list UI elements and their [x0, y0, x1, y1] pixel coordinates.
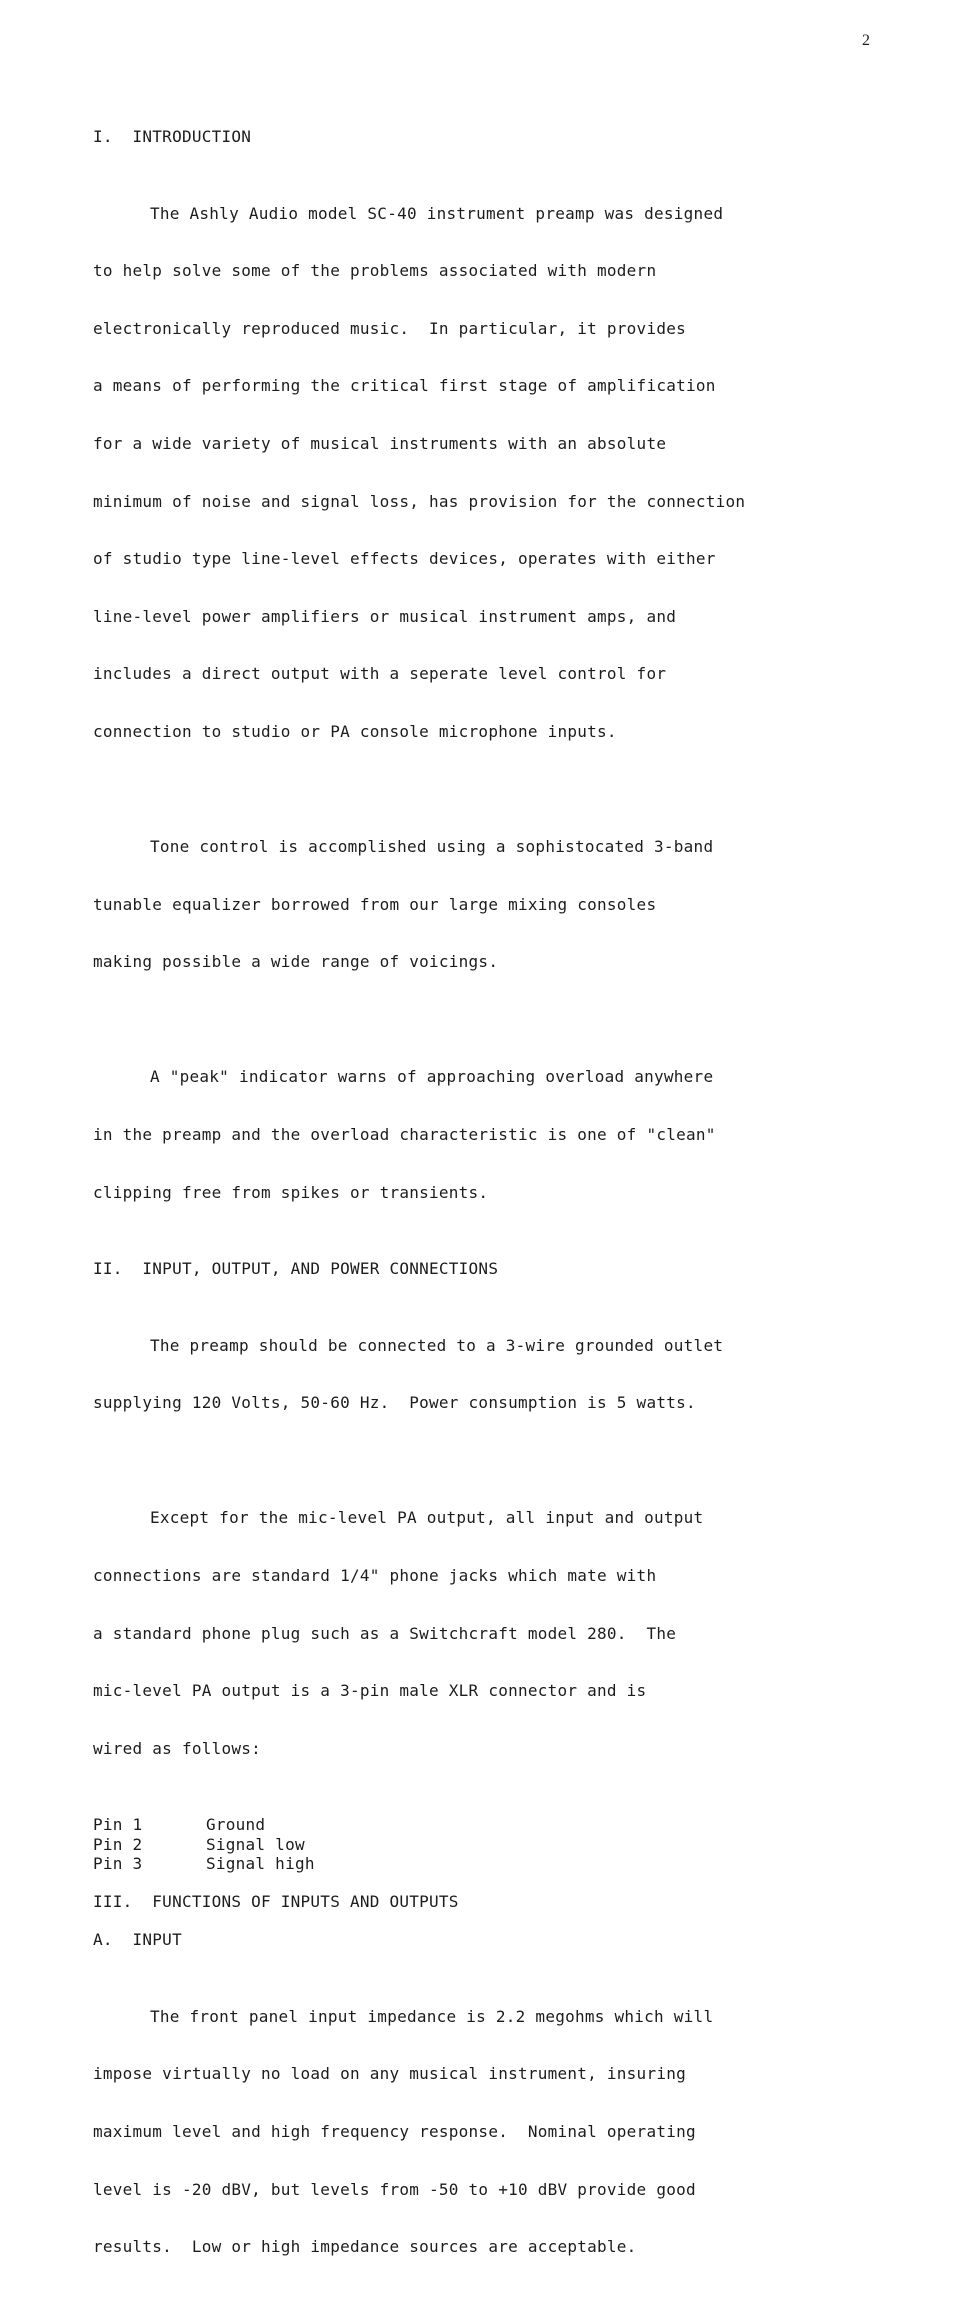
section-heading-connections: II. INPUT, OUTPUT, AND POWER CONNECTIONS: [93, 1259, 499, 1279]
text-line: connections are standard 1/4" phone jacks which mate with: [93, 1566, 657, 1586]
text-line: a means of performing the critical first stage of amplification: [93, 376, 716, 396]
text-line: to help solve some of the problems associated with modern: [93, 261, 657, 281]
text-line: electronically reproduced music. In particular, it provides: [93, 318, 686, 338]
subsection-heading-input: A. INPUT: [93, 1930, 182, 1950]
page-number: 2: [862, 32, 870, 49]
text-line: a standard phone plug such as a Switchcraft model 280. The: [93, 1623, 677, 1643]
text-line: impose virtually no load on any musical instrument, insuring: [93, 2064, 686, 2084]
pin-row: [93, 1815, 933, 1834]
text-line: The Ashly Audio model SC-40 instrument preamp was designed: [150, 203, 724, 223]
text-line: Except for the mic-level PA output, all input and output: [150, 1508, 704, 1528]
text-line: for a wide variety of musical instruments with an absolute: [93, 434, 667, 454]
text-line: minimum of noise and signal loss, has provision for the connection: [93, 491, 746, 511]
paragraph-connections-1: [93, 1297, 933, 1451]
text-line: in the preamp and the overload characteristic is one of "clean": [93, 1124, 716, 1144]
xlr-pin-list: [93, 1815, 933, 1873]
text-line: making possible a wide range of voicings.: [93, 952, 499, 972]
text-line: The front panel input impedance is 2.2 megohms which will: [150, 2006, 714, 2026]
pin-function: Signal high: [206, 1853, 315, 1873]
paragraph-connections-2: [93, 1470, 933, 1796]
section-heading-introduction: I. INTRODUCTION: [93, 127, 252, 146]
text-line: level is -20 dBV, but levels from -50 to +10 dBV provide good: [93, 2179, 696, 2199]
paragraph-input-1: [93, 1968, 933, 2294]
paragraph-introduction-3: [93, 1029, 933, 1240]
pin-number: Pin 3: [93, 1853, 143, 1873]
pin-row: [93, 1854, 933, 1873]
paragraph-introduction-1: [93, 165, 933, 780]
pin-function: Ground: [206, 1815, 266, 1835]
text-line: tunable equalizer borrowed from our large mixing consoles: [93, 894, 657, 914]
text-line: mic-level PA output is a 3-pin male XLR connector and is: [93, 1681, 647, 1701]
text-line: maximum level and high frequency response. Nominal operating: [93, 2122, 696, 2142]
text-line: line-level power amplifiers or musical instrument amps, and: [93, 606, 677, 626]
text-line: A "peak" indicator warns of approaching overload anywhere: [150, 1067, 714, 1087]
text-line: wired as follows:: [93, 1738, 262, 1758]
pin-row: [93, 1835, 933, 1854]
text-line: of studio type line-level effects devices, operates with either: [93, 549, 716, 569]
document-body: [93, 127, 933, 2314]
pin-function: Signal low: [206, 1834, 305, 1854]
text-line: includes a direct output with a seperate level control for: [93, 664, 667, 684]
pin-number: Pin 2: [93, 1834, 143, 1854]
section-heading-functions: III. FUNCTIONS OF INPUTS AND OUTPUTS: [93, 1892, 459, 1912]
paragraph-introduction-2: [93, 799, 933, 1010]
text-line: results. Low or high impedance sources are acceptable.: [93, 2237, 637, 2257]
text-line: Tone control is accomplished using a sophistocated 3-band: [150, 837, 714, 857]
text-line: The preamp should be connected to a 3-wire grounded outlet: [150, 1335, 724, 1355]
text-line: connection to studio or PA console microphone inputs.: [93, 722, 617, 742]
pin-number: Pin 1: [93, 1815, 143, 1835]
text-line: clipping free from spikes or transients.: [93, 1182, 489, 1202]
text-line: supplying 120 Volts, 50-60 Hz. Power consumption is 5 watts.: [93, 1393, 696, 1413]
